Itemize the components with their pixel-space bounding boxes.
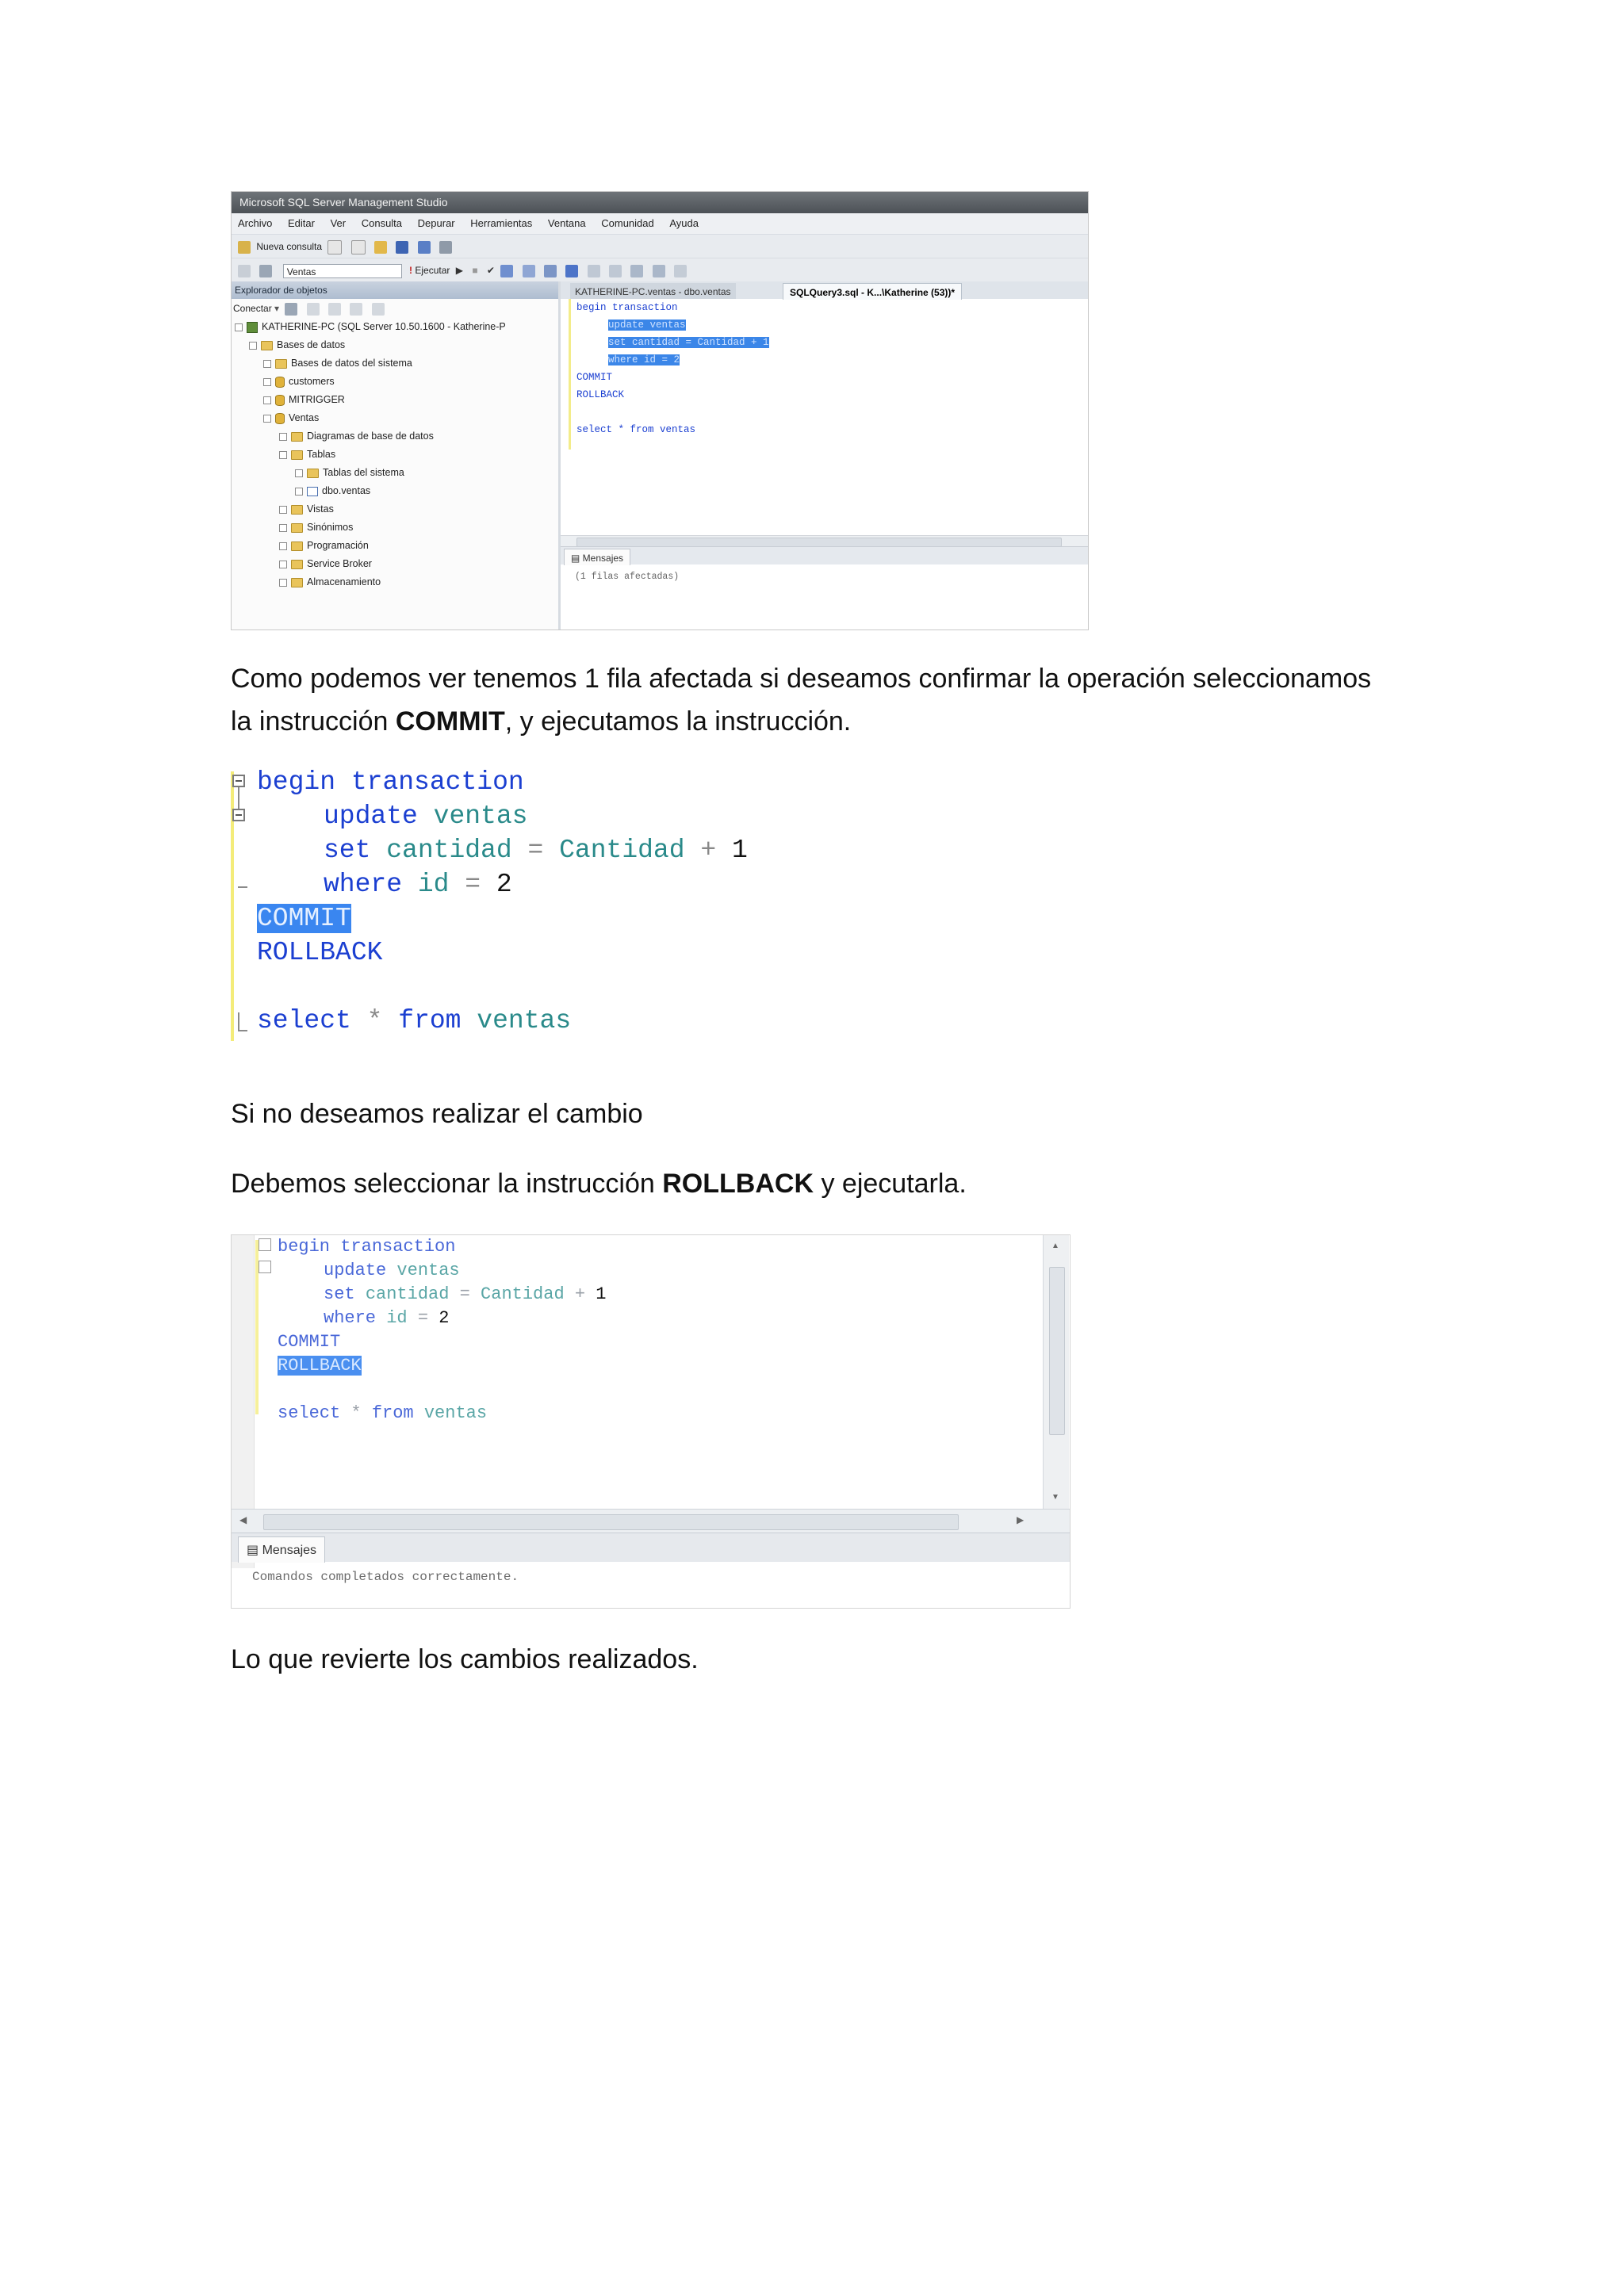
tree-item-tables[interactable]: Tablas [279,446,335,464]
collapse-icon[interactable] [259,1238,271,1251]
sql-editor-toolbar [232,258,1088,282]
change-connection-icon[interactable] [259,265,272,277]
menu-ver[interactable]: Ver [330,217,347,229]
scroll-thumb[interactable] [263,1514,959,1530]
menu-editar[interactable]: Editar [287,217,315,229]
paragraph-1-line-1: Como podemos ver tenemos 1 fila afectada si deseamos confirmar la operación seleccionamos [231,664,1372,694]
vertical-scrollbar[interactable] [1043,1235,1069,1509]
object-explorer [232,281,561,629]
tree-item-storage[interactable]: Almacenamiento [279,573,381,591]
tree-item-views[interactable]: Vistas [279,500,334,519]
collapse-icon[interactable] [263,415,271,423]
menu-archivo[interactable]: Archivo [238,217,273,229]
new-query-icon [238,241,251,254]
query-text[interactable] [561,299,1088,537]
code-line-4: where id = 2 [324,870,512,899]
tree-item-mitrigger[interactable]: MITRIGGER [263,391,345,409]
add-file-icon[interactable] [351,240,366,254]
results-tabs [232,1533,1070,1562]
paragraph-1 [231,657,1371,743]
results-file-icon[interactable] [565,265,578,277]
debug-icon[interactable]: ▶ [455,265,463,276]
code-line-2: update ventas [324,1261,460,1280]
server-icon [247,322,258,333]
paragraph-1-line-2-pre: la instrucción [231,706,396,737]
new-file-icon[interactable] [327,240,342,254]
activity-monitor-icon[interactable] [439,241,452,254]
table-icon [307,487,318,496]
database-icon [275,413,285,424]
code-line-5: COMMIT [576,372,613,383]
code-line-3: set cantidad = Cantidad + 1 [324,1284,607,1304]
connect-dropdown[interactable]: Conectar [233,303,272,314]
scroll-down-icon[interactable]: ▼ [1051,1493,1059,1502]
standard-toolbar [232,234,1088,258]
collapse-icon[interactable] [249,342,257,350]
collapse-icon[interactable] [232,809,245,821]
paragraph-1-line-2-post: , y ejecutamos la instrucción. [504,706,852,737]
outline-line [238,1030,247,1031]
expand-icon[interactable] [295,488,303,496]
code-line-2: update ventas [324,802,528,831]
tab-messages[interactable]: ▤ Mensajes [238,1536,325,1563]
paragraph-3: Debemos seleccionar la instrucción ROLLBACK y ejecutarla. [231,1169,967,1199]
code-line-6 [278,1354,362,1378]
code-line-7: select * from ventas [576,424,696,435]
menu-ayuda[interactable]: Ayuda [669,217,699,229]
outline-line [238,1012,239,1031]
folder-icon [291,578,303,587]
tab-dbo-ventas[interactable]: KATHERINE-PC.ventas - dbo.ventas [570,283,736,299]
scroll-right-icon[interactable]: ▶ [1017,1514,1025,1525]
expand-icon[interactable] [279,506,287,514]
menu-comunidad[interactable]: Comunidad [601,217,654,229]
code-line-1: begin transaction [278,1237,456,1257]
folder-icon [291,505,303,515]
expand-icon[interactable] [263,396,271,404]
query-editor [561,281,1088,629]
code-line-5: COMMIT [278,1332,341,1352]
menu-herramientas[interactable]: Herramientas [470,217,533,229]
code-line-2: update ventas [608,320,686,331]
execute-button[interactable]: Ejecutar [415,265,450,276]
save-icon[interactable] [396,241,408,254]
object-explorer-toolbar [232,299,560,318]
messages-output: Comandos completados correctamente. [252,1570,519,1584]
scroll-thumb[interactable] [1049,1267,1065,1435]
code-line-7: select * from ventas [278,1403,488,1423]
code-line-3: set cantidad = Cantidad + 1 [324,836,748,865]
results-grid-icon[interactable] [523,265,535,277]
code-line-1: begin transaction [257,767,524,797]
folder-icon [291,560,303,569]
window-title: Microsoft SQL Server Management Studio [232,192,1088,213]
expand-icon[interactable] [295,469,303,477]
parse-icon[interactable]: ✔ [486,265,495,276]
code-line-7: select * from ventas [257,1006,572,1035]
scroll-left-icon[interactable]: ◀ [239,1514,247,1525]
code-line-1: begin transaction [576,302,678,313]
messages-icon: ▤ [247,1544,262,1557]
selected-rollback: ROLLBACK [278,1356,362,1376]
code-line-5 [257,901,351,936]
outline-line [238,886,247,888]
tab-messages[interactable]: ▤ Mensajes [564,549,630,565]
outline-line [238,787,239,809]
tree-item-service-broker[interactable]: Service Broker [279,555,372,573]
expand-icon[interactable] [263,378,271,386]
ssms-screenshot [231,191,1089,630]
folder-icon [291,541,303,551]
tree-item-server[interactable]: KATHERINE-PC (SQL Server 10.50.1600 - Katherine-P [235,318,506,336]
specify-values-icon[interactable] [674,265,687,277]
tree-item-diagrams[interactable]: Diagramas de base de datos [279,427,434,446]
collapse-icon[interactable] [232,775,245,787]
tree-item-synonyms[interactable]: Sinónimos [279,519,353,537]
folder-icon [291,432,303,442]
menu-consulta[interactable]: Consulta [361,217,403,229]
expand-icon[interactable] [279,579,287,587]
chevron-down-icon[interactable]: ▾ [274,303,280,314]
tree-item-databases[interactable]: Bases de datos [249,336,345,354]
menu-depurar[interactable]: Depurar [417,217,455,229]
indent-icon[interactable] [630,265,643,277]
collapse-icon[interactable] [259,1261,271,1273]
stop-icon[interactable]: ■ [472,265,478,276]
connect-server-icon[interactable] [285,303,297,316]
refresh-icon[interactable] [372,303,385,316]
expand-icon[interactable] [279,433,287,441]
expand-icon[interactable] [279,524,287,532]
folder-icon [291,523,303,533]
uncomment-icon[interactable] [609,265,622,277]
outdent-icon[interactable] [653,265,665,277]
folder-icon [261,341,273,350]
paragraph-2: Si no deseamos realizar el cambio [231,1099,643,1129]
database-icon [275,377,285,388]
results-tabs [561,546,1088,564]
tree-item-ventas[interactable]: Ventas [263,409,319,427]
paragraph-4: Lo que revierte los cambios realizados. [231,1644,699,1674]
code-line-6: ROLLBACK [257,938,383,967]
menu-bar [232,213,1088,234]
object-explorer-title: Explorador de objetos [232,281,558,299]
tree-item-system-tables[interactable]: Tablas del sistema [295,464,404,482]
folder-icon [275,359,287,369]
rollback-screenshot [231,1234,1071,1609]
code-snippet-commit [231,765,865,1050]
code-line-4: where id = 2 [608,354,680,365]
commit-bold: COMMIT [395,706,505,737]
tab-sqlquery3[interactable]: SQLQuery3.sql - K...\Katherine (53))* [783,283,962,300]
open-folder-icon[interactable] [374,241,387,254]
menu-ventana[interactable]: Ventana [547,217,586,229]
folder-icon [307,469,319,478]
horizontal-scrollbar[interactable] [561,535,1088,547]
document-tabs [561,281,1088,299]
results-icon[interactable] [500,265,513,277]
tree-item-customers[interactable]: customers [263,373,335,391]
stop-explorer-icon[interactable] [328,303,341,316]
folder-icon [291,450,303,460]
code-line-6: ROLLBACK [576,389,625,400]
expand-icon[interactable] [279,561,287,568]
rollback-bold: ROLLBACK [662,1169,814,1199]
disconnect-icon[interactable] [307,303,320,316]
results-text-icon[interactable] [544,265,557,277]
messages-output: (1 filas afectadas) [575,572,680,582]
tree-item-system-databases[interactable]: Bases de datos del sistema [263,354,412,373]
database-icon [275,395,285,406]
horizontal-scrollbar[interactable] [232,1509,1070,1533]
expand-icon[interactable] [279,542,287,550]
new-query-button[interactable]: Nueva consulta [256,241,323,252]
save-all-icon[interactable] [418,241,431,254]
selected-commit: COMMIT [257,904,351,933]
filter-icon[interactable] [350,303,362,316]
comment-icon[interactable] [588,265,600,277]
database-select[interactable]: Ventas [283,264,402,278]
execute-icon: ! [409,265,413,276]
messages-icon: ▤ [571,553,583,564]
scroll-up-icon[interactable]: ▲ [1051,1242,1059,1250]
tree-item-dbo-ventas[interactable]: dbo.ventas [295,482,370,500]
connect-icon[interactable] [238,265,251,277]
tree-item-programming[interactable]: Programación [279,537,369,555]
collapse-icon[interactable] [235,323,243,331]
collapse-icon[interactable] [279,451,287,459]
code-line-3: set cantidad = Cantidad + 1 [608,337,769,348]
code-line-4: where id = 2 [324,1308,450,1328]
expand-icon[interactable] [263,360,271,368]
